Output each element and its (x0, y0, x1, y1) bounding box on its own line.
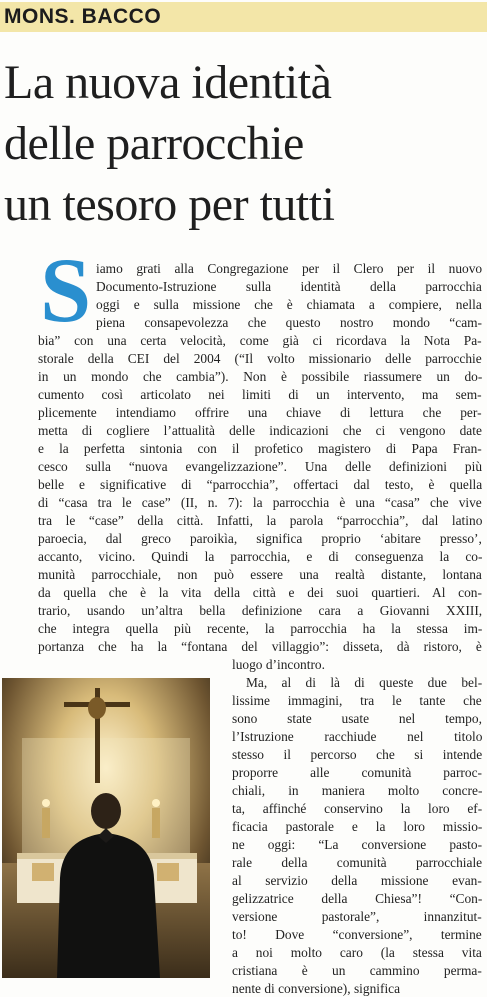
article-line: Documento-Istruzione sulla identità della parrocchia (96, 279, 482, 294)
article-line: e la perfetta sintonia con il profetico magistero di Papa Fran- (38, 441, 482, 456)
article-line: di “casa tra le case” (II, n. 7): la parrocchia è una “casa” che vive (38, 495, 482, 510)
article-line: cesco sulla “nuova evangelizzazione”. Una delle definizioni più (38, 459, 483, 474)
article-line: nente di conversione), significa (232, 981, 401, 996)
article-line: oggi e sulla missione che è chiamata a compiere, nella (96, 297, 482, 312)
article-line: belle e significative di “parrocchia”, offertaci dal testo, è quella (38, 477, 483, 492)
church-interior-photo (2, 678, 210, 978)
article-line: tra le “case” della città. Infatti, la parola “parrocchia”, dal latino (38, 513, 483, 528)
photo-illustration (2, 678, 210, 978)
article-line: al servizio della missione evan- (232, 873, 482, 888)
article-line: paroecia, dal greco paroikìa, significa proprio ‘abitare presso’, (38, 531, 482, 546)
article-line: munità parrocchiale, non può essere una realtà distante, lontana (38, 567, 482, 582)
article-line: proporre alle comunità parroc- (232, 765, 482, 780)
article-line: portanza che ha la “fontana del villaggio”: disseta, dà ristoro, è (38, 639, 482, 654)
drop-cap: S (40, 239, 92, 341)
article-line: gelizzatrice della Chiesa”! “Con- (232, 891, 483, 906)
article-line: ta, affinché conservino la loro ef- (232, 801, 483, 816)
article-line: Ma, al di là di queste due bel- (246, 675, 483, 690)
headline-line: un tesoro per tutti (4, 178, 335, 231)
article-line: versione pastorale”, innanzitut- (232, 909, 482, 924)
article-line: ficacia pastorale e la loro missio- (232, 819, 483, 834)
headline (4, 52, 484, 235)
article-line: lissime immagini, tra le tante che (232, 693, 482, 708)
article-line: iamo grati alla Congregazione per il Clero per il nuovo (96, 261, 483, 276)
article-line: bia” con una certa velocità, come già ci ricordava la Nota Pa- (38, 333, 482, 348)
article-line: cristiana è un cammino perma- (232, 963, 482, 978)
article-line: cumento così articolato nei limiti di un intervento, ma sem- (38, 387, 482, 402)
headline-line: delle parrocchie (4, 117, 304, 170)
article-line: da quella che è la vita della città e dei suoi quartieri. Al con- (38, 585, 482, 600)
article-line: ne oggi: “La conversione pasto- (232, 837, 483, 852)
article-line: a noi molto caro (la stessa vita (232, 945, 482, 960)
article-line: che integra quella più recente, la parrocchia ha la stessa im- (38, 621, 483, 636)
article-line: accanto, vicino. Quindi la parrocchia, e di conseguenza la co- (38, 549, 483, 564)
article-line: piena consapevolezza che questo nostro mondo “cam- (96, 315, 483, 330)
kicker: MONS. BACCO (4, 5, 162, 28)
article-line: luogo d’incontro. (232, 657, 325, 672)
article-line: sono state usate nel tempo, (232, 711, 482, 726)
article-line: storale della CEI del 2004 (“Il volto missionario delle parrocchie (38, 351, 482, 366)
article-line: metta di cogliere l’attualità delle indicazioni che ci vengono date (38, 423, 482, 438)
article-line: in un mondo che cambia”). Non è possibile riassumere un do- (38, 369, 483, 384)
article-line: trario, usando un’altra bella definizione cara a Giovanni XXIII, (38, 603, 483, 618)
article-line: rale della comunità parrocchiale (232, 855, 483, 870)
article-line: plicemente intendiamo offrire una chiave di lettura che per- (38, 405, 482, 420)
article-line: to! Dove “conversione”, termine (232, 927, 482, 942)
article-line: stesso il percorso che si intende (232, 747, 483, 762)
headline-line: La nuova identità (4, 56, 332, 109)
article-line: l’Istruzione racchiude nel titolo (232, 729, 483, 744)
article-line: chiali, in maniera molto concre- (232, 783, 483, 798)
